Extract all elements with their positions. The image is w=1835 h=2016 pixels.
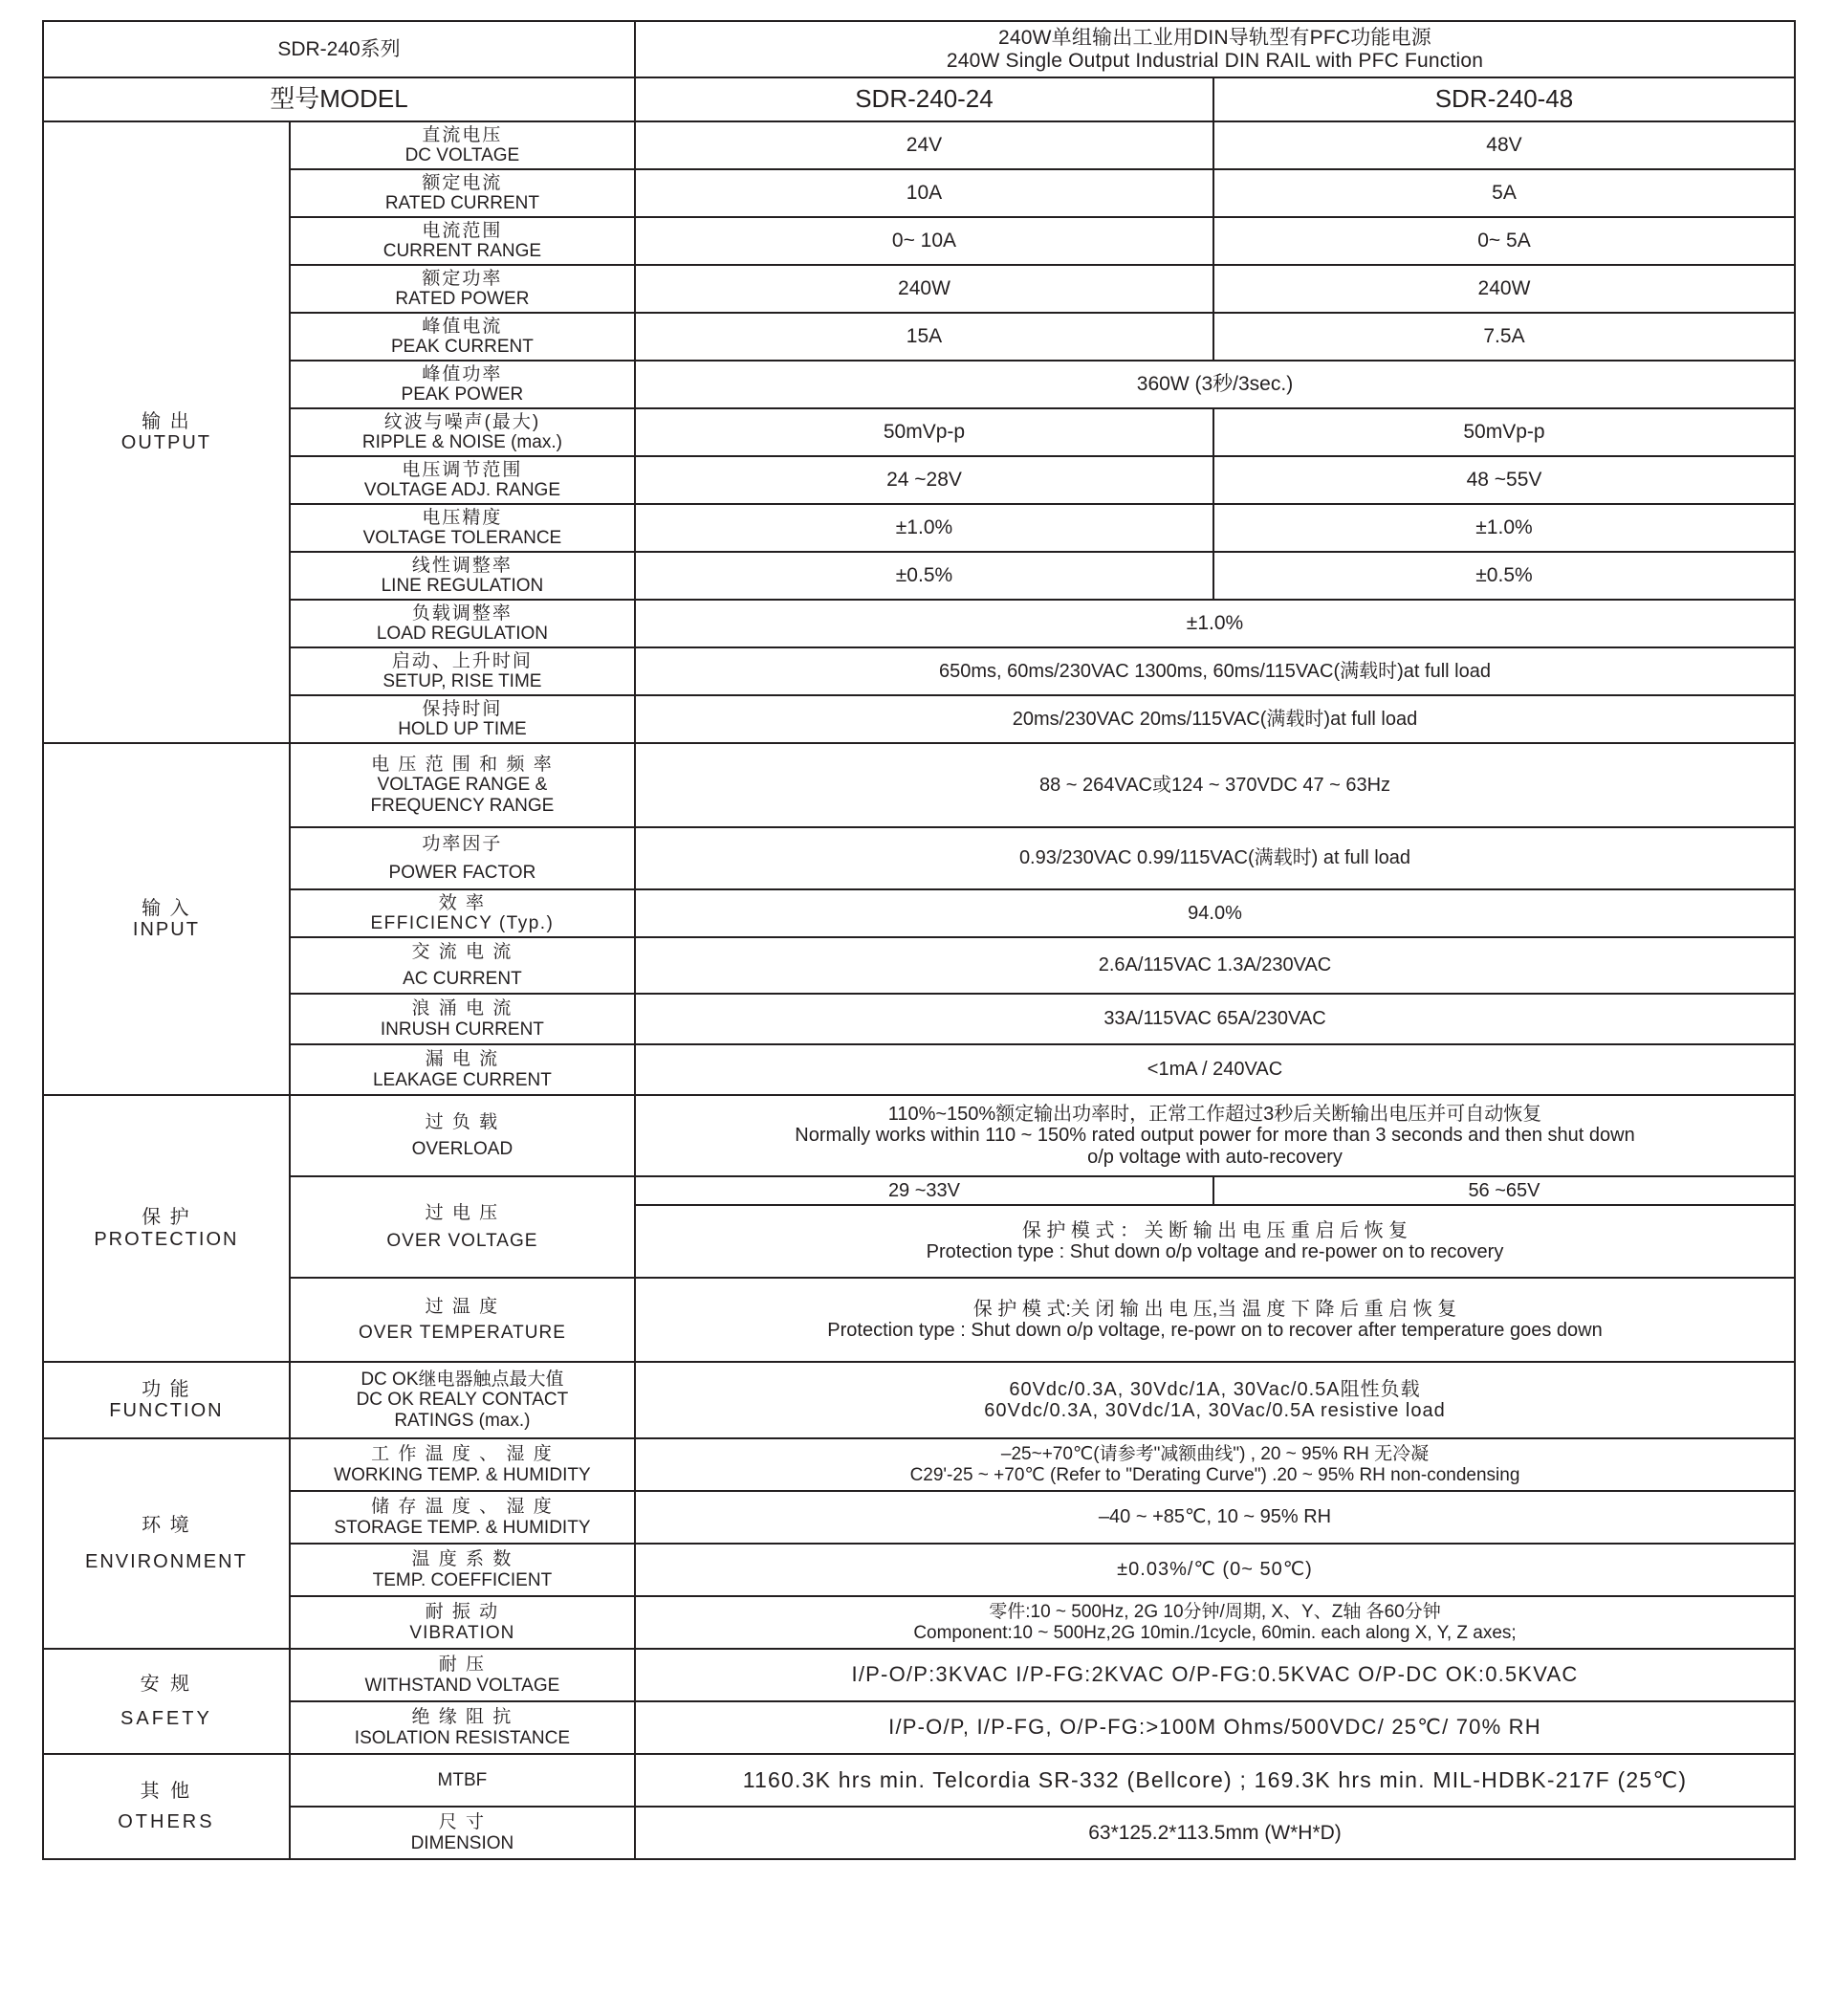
group-label-en: FUNCTION bbox=[109, 1400, 224, 1421]
param-en: PEAK CURRENT bbox=[390, 337, 534, 357]
table-row bbox=[43, 647, 1795, 695]
param-en: MTBF bbox=[437, 1769, 488, 1790]
value-shared: 360W (3秒/3sec.) bbox=[635, 361, 1795, 408]
param-en: RATED POWER bbox=[395, 289, 530, 309]
value-24: 10A bbox=[635, 169, 1213, 217]
table-row bbox=[43, 121, 1795, 169]
table-row bbox=[43, 504, 1795, 552]
table-row bbox=[43, 313, 1795, 361]
param-zh: 绝 缘 阻 抗 bbox=[411, 1707, 513, 1728]
table-row bbox=[43, 994, 1795, 1044]
param-zh: 额定功率 bbox=[422, 268, 503, 289]
value-shared: <1mA / 240VAC bbox=[635, 1044, 1795, 1095]
value-line-en-2: o/p voltage with auto-recovery bbox=[1087, 1146, 1343, 1168]
param-en: TEMP. COEFFICIENT bbox=[372, 1569, 553, 1590]
value-shared: 63*125.2*113.5mm (W*H*D) bbox=[635, 1807, 1795, 1859]
value-line-en: Protection type : Shut down o/p voltage, re-powr on to recover after temperature goes down bbox=[827, 1320, 1603, 1341]
value-line-zh: 保 护 模 式:关 闭 输 出 电 压,当 温 度 下 降 后 重 启 恢 复 bbox=[972, 1298, 1457, 1320]
value-line-en: C29'-25 ~ +70℃ (Refer to "Derating Curve") .20 ~ 95% RH non-condensing bbox=[909, 1464, 1520, 1485]
param-zh: 交 流 电 流 bbox=[411, 942, 513, 963]
value-48: 240W bbox=[1213, 265, 1795, 313]
value-shared bbox=[635, 1362, 1795, 1438]
param-zh: 耐 压 bbox=[438, 1654, 487, 1676]
value-shared: 650ms, 60ms/230VAC 1300ms, 60ms/115VAC(满载时)at full load bbox=[635, 647, 1795, 695]
value-24: ±1.0% bbox=[635, 504, 1213, 552]
param-zh: 额定电流 bbox=[422, 172, 503, 193]
param-en: VOLTAGE ADJ. RANGE bbox=[363, 480, 560, 500]
param-en: DC OK REALY CONTACT bbox=[356, 1390, 569, 1411]
value-line-zh: 60Vdc/0.3A, 30Vdc/1A, 30Vac/0.5A阻性负载 bbox=[1009, 1378, 1421, 1400]
param-en: PEAK POWER bbox=[401, 384, 524, 405]
param-en: VIBRATION bbox=[409, 1622, 515, 1643]
value-48: 7.5A bbox=[1213, 313, 1795, 361]
product-title bbox=[635, 21, 1795, 77]
group-safety bbox=[43, 1649, 290, 1754]
param-en: STORAGE TEMP. & HUMIDITY bbox=[334, 1517, 591, 1538]
table-row bbox=[43, 265, 1795, 313]
group-label-zh: 输 出 bbox=[142, 410, 191, 432]
group-label-en: SAFETY bbox=[120, 1708, 212, 1729]
value-48: 48 ~55V bbox=[1213, 456, 1795, 504]
table-row bbox=[43, 1807, 1795, 1859]
param-zh: 漏 电 流 bbox=[425, 1049, 500, 1070]
group-output bbox=[43, 121, 290, 743]
param-en: DC VOLTAGE bbox=[404, 145, 520, 165]
value-48: 0~ 5A bbox=[1213, 217, 1795, 265]
table-row bbox=[43, 1362, 1795, 1438]
table-row bbox=[43, 1176, 1795, 1205]
value-24: 24V bbox=[635, 121, 1213, 169]
param-en: CURRENT RANGE bbox=[382, 241, 542, 261]
value-shared: 33A/115VAC 65A/230VAC bbox=[635, 994, 1795, 1044]
series-name: SDR-240系列 bbox=[43, 21, 635, 77]
value-shared bbox=[635, 1596, 1795, 1649]
value-shared: 2.6A/115VAC 1.3A/230VAC bbox=[635, 937, 1795, 994]
value-shared: ±1.0% bbox=[635, 600, 1795, 647]
value-48: ±1.0% bbox=[1213, 504, 1795, 552]
param-zh: 工 作 温 度 、 湿 度 bbox=[371, 1444, 554, 1465]
param-zh: 峰值功率 bbox=[422, 363, 503, 384]
param-zh: 电 压 范 围 和 频 率 bbox=[371, 755, 554, 776]
group-function bbox=[43, 1362, 290, 1438]
value-shared: I/P-O/P:3KVAC I/P-FG:2KVAC O/P-FG:0.5KVAC O/P-DC OK:0.5KVAC bbox=[635, 1649, 1795, 1701]
param-zh: 保持时间 bbox=[422, 698, 503, 719]
table-row bbox=[43, 1438, 1795, 1491]
param-zh: 功率因子 bbox=[422, 834, 503, 855]
param-zh: 纹波与噪声(最大) bbox=[383, 411, 541, 432]
param-en: ISOLATION RESISTANCE bbox=[354, 1727, 571, 1748]
group-label-en: OTHERS bbox=[118, 1811, 215, 1832]
param-en: AC CURRENT bbox=[403, 968, 522, 989]
param-en: DIMENSION bbox=[410, 1832, 514, 1853]
value-shared: ±0.03%/℃ (0~ 50℃) bbox=[635, 1544, 1795, 1596]
value-shared: I/P-O/P, I/P-FG, O/P-FG:>100M Ohms/500VDC/ 25℃/ 70% RH bbox=[635, 1701, 1795, 1754]
group-others bbox=[43, 1754, 290, 1859]
group-label-zh: 环 境 bbox=[142, 1514, 191, 1536]
param-en: RIPPLE & NOISE (max.) bbox=[361, 432, 562, 452]
spec-table bbox=[42, 20, 1796, 1860]
group-label-en: INPUT bbox=[132, 919, 200, 940]
param-zh: 电压精度 bbox=[422, 507, 503, 528]
model-24: SDR-240-24 bbox=[635, 77, 1213, 121]
group-label-en: ENVIRONMENT bbox=[85, 1551, 248, 1572]
param-en: POWER FACTOR bbox=[388, 862, 536, 883]
model-48: SDR-240-48 bbox=[1213, 77, 1795, 121]
value-shared bbox=[635, 1205, 1795, 1278]
value-48: 5A bbox=[1213, 169, 1795, 217]
param-en: WITHSTAND VOLTAGE bbox=[364, 1675, 560, 1696]
value-24: 15A bbox=[635, 313, 1213, 361]
value-24: 29 ~33V bbox=[635, 1176, 1213, 1205]
product-title-en: 240W Single Output Industrial DIN RAIL with PFC Function bbox=[946, 49, 1484, 72]
param-zh: 启动、上升时间 bbox=[391, 650, 533, 671]
param-en: OVERLOAD bbox=[411, 1138, 513, 1159]
table-row bbox=[43, 1596, 1795, 1649]
param-en: WORKING TEMP. & HUMIDITY bbox=[334, 1464, 591, 1485]
table-row bbox=[43, 552, 1795, 600]
model-label: 型号MODEL bbox=[43, 77, 635, 121]
group-label-zh: 保 护 bbox=[142, 1207, 191, 1229]
param-en: RATED CURRENT bbox=[384, 193, 539, 213]
value-shared: 1160.3K hrs min. Telcordia SR-332 (Bellcore) ; 169.3K hrs min. MIL-HDBK-217F (25℃) bbox=[635, 1754, 1795, 1807]
group-label-en: PROTECTION bbox=[94, 1228, 239, 1250]
param-zh: 负载调整率 bbox=[411, 603, 513, 624]
param-zh: 线性调整率 bbox=[411, 555, 513, 576]
param-zh: 直流电压 bbox=[422, 124, 503, 145]
table-row bbox=[43, 408, 1795, 456]
value-line-zh: 零件:10 ~ 500Hz, 2G 10分钟/周期, X、Y、Z轴 各60分钟 bbox=[989, 1602, 1441, 1623]
group-label-zh: 功 能 bbox=[142, 1378, 191, 1400]
table-row bbox=[43, 1491, 1795, 1544]
param-en-2: FREQUENCY RANGE bbox=[370, 795, 555, 816]
value-shared: –40 ~ +85℃, 10 ~ 95% RH bbox=[635, 1491, 1795, 1544]
group-environment bbox=[43, 1438, 290, 1649]
table-row bbox=[43, 1278, 1795, 1362]
value-24: ±0.5% bbox=[635, 552, 1213, 600]
value-shared: 94.0% bbox=[635, 889, 1795, 937]
value-24: 0~ 10A bbox=[635, 217, 1213, 265]
param-zh: 浪 涌 电 流 bbox=[411, 998, 513, 1019]
table-row bbox=[43, 889, 1795, 937]
value-line-en: Normally works within 110 ~ 150% rated output power for more than 3 seconds and then shut down bbox=[795, 1125, 1635, 1147]
param-en: VOLTAGE TOLERANCE bbox=[362, 528, 562, 548]
value-line-en: Component:10 ~ 500Hz,2G 10min./1cycle, 60min. each along X, Y, Z axes; bbox=[913, 1622, 1517, 1643]
value-48: ±0.5% bbox=[1213, 552, 1795, 600]
param-en: HOLD UP TIME bbox=[398, 719, 527, 739]
value-24: 240W bbox=[635, 265, 1213, 313]
value-line-en: Protection type : Shut down o/p voltage and re-power on to recovery bbox=[926, 1241, 1504, 1262]
param-zh: 电压调节范围 bbox=[402, 459, 523, 480]
param-en-2: RATINGS (max.) bbox=[394, 1410, 531, 1431]
param-en: VOLTAGE RANGE & bbox=[377, 775, 548, 796]
value-shared: 20ms/230VAC 20ms/115VAC(满载时)at full load bbox=[635, 695, 1795, 743]
table-row bbox=[43, 1544, 1795, 1596]
table-row bbox=[43, 695, 1795, 743]
table-row bbox=[43, 937, 1795, 994]
param-zh: 过 温 度 bbox=[425, 1296, 500, 1317]
param-en: LEAKAGE CURRENT bbox=[372, 1069, 552, 1090]
param-zh: 电流范围 bbox=[422, 220, 503, 241]
param-en: OVER VOLTAGE bbox=[386, 1231, 538, 1251]
param-en: LINE REGULATION bbox=[381, 576, 544, 596]
param-zh: 过 负 载 bbox=[425, 1112, 500, 1133]
value-24: 50mVp-p bbox=[635, 408, 1213, 456]
param-en: OVER TEMPERATURE bbox=[358, 1323, 566, 1343]
value-line-zh: 保 护 模 式 ： 关 断 输 出 电 压 重 启 后 恢 复 bbox=[1021, 1219, 1409, 1241]
value-shared bbox=[635, 1278, 1795, 1362]
param-en: LOAD REGULATION bbox=[376, 624, 548, 644]
table-row bbox=[43, 361, 1795, 408]
param-en: EFFICIENCY (Typ.) bbox=[370, 913, 555, 933]
value-line-zh: –25~+70℃(请参考"减额曲线") , 20 ~ 95% RH 无冷凝 bbox=[1000, 1444, 1430, 1465]
param-zh: 储 存 温 度 、 湿 度 bbox=[371, 1497, 554, 1518]
value-shared bbox=[635, 1095, 1795, 1176]
value-48: 56 ~65V bbox=[1213, 1176, 1795, 1205]
table-row bbox=[43, 169, 1795, 217]
group-label-zh: 其 他 bbox=[140, 1780, 193, 1802]
value-48: 48V bbox=[1213, 121, 1795, 169]
table-row bbox=[43, 217, 1795, 265]
value-shared: 0.93/230VAC 0.99/115VAC(满载时) at full load bbox=[635, 827, 1795, 889]
value-24: 24 ~28V bbox=[635, 456, 1213, 504]
param-zh: 温 度 系 数 bbox=[411, 1549, 513, 1570]
param-zh: 耐 振 动 bbox=[425, 1602, 500, 1623]
value-shared bbox=[635, 1438, 1795, 1491]
value-line-en: 60Vdc/0.3A, 30Vdc/1A, 30Vac/0.5A resistive load bbox=[984, 1400, 1446, 1421]
value-shared: 88 ~ 264VAC或124 ~ 370VDC 47 ~ 63Hz bbox=[635, 743, 1795, 827]
param-zh: 峰值电流 bbox=[422, 316, 503, 337]
value-line-zh: 110%~150%额定输出功率时，正常工作超过3秒后关断输出电压并可自动恢复 bbox=[887, 1103, 1542, 1125]
table-row bbox=[43, 456, 1795, 504]
param-zh: 过 电 压 bbox=[425, 1202, 500, 1223]
table-row bbox=[43, 1044, 1795, 1095]
group-label-en: OUTPUT bbox=[120, 432, 212, 453]
table-row bbox=[43, 600, 1795, 647]
param-zh: 尺 寸 bbox=[438, 1812, 487, 1833]
param-zh: 效 率 bbox=[438, 892, 487, 913]
param-en: SETUP, RISE TIME bbox=[382, 671, 542, 691]
table-row bbox=[43, 1095, 1795, 1176]
table-row bbox=[43, 1649, 1795, 1701]
table-row bbox=[43, 743, 1795, 827]
group-protection bbox=[43, 1095, 290, 1362]
table-row bbox=[43, 827, 1795, 889]
table-row bbox=[43, 1754, 1795, 1807]
product-title-zh: 240W单组输出工业用DIN导轨型有PFC功能电源 bbox=[997, 26, 1432, 49]
group-label-zh: 安 规 bbox=[140, 1673, 193, 1695]
value-48: 50mVp-p bbox=[1213, 408, 1795, 456]
param-zh: DC OK继电器触点最大值 bbox=[360, 1370, 564, 1391]
group-label-zh: 输 入 bbox=[142, 897, 191, 919]
param-en: INRUSH CURRENT bbox=[380, 1019, 544, 1040]
group-input bbox=[43, 743, 290, 1095]
table-row bbox=[43, 1701, 1795, 1754]
